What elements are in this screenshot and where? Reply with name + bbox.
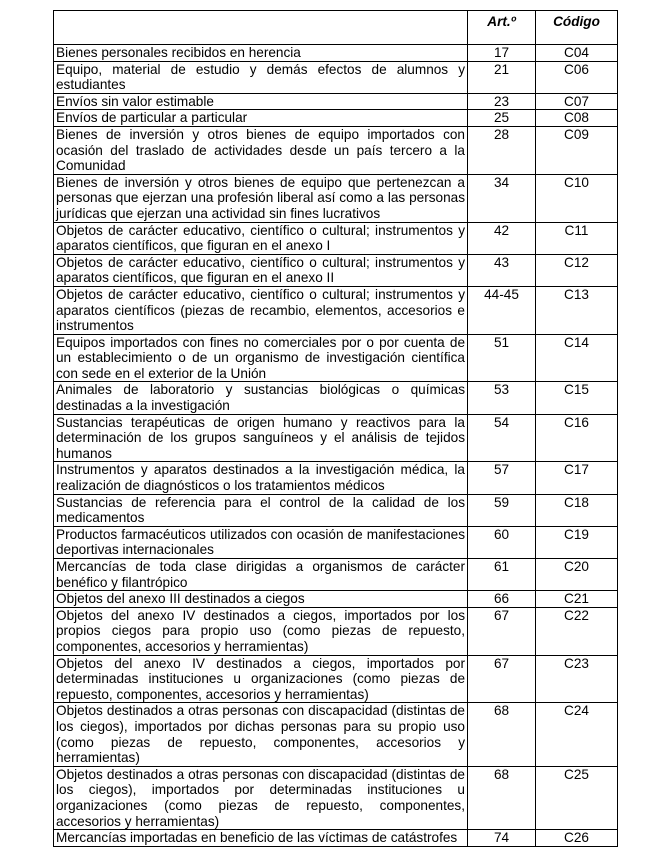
table-row bbox=[54, 126, 618, 174]
table-row bbox=[54, 286, 618, 334]
row-code: C21 bbox=[536, 591, 618, 608]
row-article: 44-45 bbox=[468, 286, 536, 334]
row-description: Objetos de carácter educativo, científico o cultural; instrumentos y aparatos científicos, que figuran en el anexo I bbox=[54, 222, 468, 254]
row-description: Equipos importados con fines no comerciales por o por cuenta de un establecimiento o de un organismo de investigación científica con sede en el exterior de la Unión bbox=[54, 334, 468, 382]
table-row bbox=[54, 494, 618, 526]
row-code: C23 bbox=[536, 655, 618, 703]
row-description: Sustancias de referencia para el control de la calidad de los medicamentos bbox=[54, 494, 468, 526]
row-description: Envíos sin valor estimable bbox=[54, 93, 468, 110]
row-article: 57 bbox=[468, 462, 536, 494]
row-description: Instrumentos y aparatos destinados a la investigación médica, la realización de diagnósticos o los tratamientos médicos bbox=[54, 462, 468, 494]
table-row bbox=[54, 607, 618, 655]
header-article: Art.º bbox=[468, 11, 536, 45]
table-row bbox=[54, 526, 618, 558]
row-description: Objetos de carácter educativo, científico o cultural; instrumentos y aparatos científicos, que figuran en el anexo II bbox=[54, 254, 468, 286]
row-description: Objetos destinados a otras personas con discapacidad (distintas de los ciegos), importados por determinadas instituciones u organizaciones (como piezas de repuesto, componentes, accesorios y herramientas) bbox=[54, 766, 468, 829]
row-code: C13 bbox=[536, 286, 618, 334]
row-description: Objetos de carácter educativo, científico o cultural; instrumentos y aparatos científicos (piezas de recambio, elementos, accesorios e instrumentos bbox=[54, 286, 468, 334]
row-article: 68 bbox=[468, 703, 536, 766]
row-description: Bienes de inversión y otros bienes de equipo que pertenezcan a personas que ejerzan una profesión liberal así como a las personas jurídicas que ejerzan una actividad sin fines lucrativos bbox=[54, 174, 468, 222]
row-article: 25 bbox=[468, 110, 536, 127]
row-description: Bienes de inversión y otros bienes de equipo importados con ocasión del traslado de actividades desde un país tercero a la Comunidad bbox=[54, 126, 468, 174]
row-article: 53 bbox=[468, 382, 536, 414]
row-code: C22 bbox=[536, 607, 618, 655]
table-row bbox=[54, 414, 618, 462]
table-row bbox=[54, 591, 618, 608]
row-code: C25 bbox=[536, 766, 618, 829]
row-description: Productos farmacéuticos utilizados con ocasión de manifestaciones deportivas internacionales bbox=[54, 526, 468, 558]
row-code: C12 bbox=[536, 254, 618, 286]
table-row bbox=[54, 559, 618, 591]
row-code: C24 bbox=[536, 703, 618, 766]
table-row bbox=[54, 174, 618, 222]
table-row bbox=[54, 766, 618, 829]
row-code: C19 bbox=[536, 526, 618, 558]
row-description: Mercancías de toda clase dirigidas a organismos de carácter benéfico y filantrópico bbox=[54, 559, 468, 591]
table-row bbox=[54, 61, 618, 93]
table-row bbox=[54, 703, 618, 766]
table-row bbox=[54, 93, 618, 110]
row-article: 59 bbox=[468, 494, 536, 526]
row-article: 21 bbox=[468, 61, 536, 93]
row-article: 17 bbox=[468, 45, 536, 62]
row-article: 42 bbox=[468, 222, 536, 254]
row-description: Objetos del anexo IV destinados a ciegos, importados por determinadas instituciones u organizaciones (como piezas de repuesto, componentes, accesorios y herramientas) bbox=[54, 655, 468, 703]
table-row bbox=[54, 110, 618, 127]
row-description: Sustancias terapéuticas de origen humano y reactivos para la determinación de los grupos sanguíneos y el análisis de tejidos humanos bbox=[54, 414, 468, 462]
row-article: 54 bbox=[468, 414, 536, 462]
row-article: 67 bbox=[468, 655, 536, 703]
row-code: C09 bbox=[536, 126, 618, 174]
row-code: C20 bbox=[536, 559, 618, 591]
row-code: C08 bbox=[536, 110, 618, 127]
table-row bbox=[54, 462, 618, 494]
row-code: C04 bbox=[536, 45, 618, 62]
row-article: 66 bbox=[468, 591, 536, 608]
row-article: 43 bbox=[468, 254, 536, 286]
row-article: 34 bbox=[468, 174, 536, 222]
table-row bbox=[54, 45, 618, 62]
row-description: Objetos del anexo IV destinados a ciegos, importados por los propios ciegos para propio uso (como piezas de repuesto, componentes, accesorios y herramientas) bbox=[54, 607, 468, 655]
row-description: Envíos de particular a particular bbox=[54, 110, 468, 127]
table-header-row bbox=[54, 11, 618, 45]
row-description: Bienes personales recibidos en herencia bbox=[54, 45, 468, 62]
header-code: Código bbox=[536, 11, 618, 45]
row-code: C10 bbox=[536, 174, 618, 222]
table-row bbox=[54, 222, 618, 254]
row-description: Objetos destinados a otras personas con discapacidad (distintas de los ciegos), importados por dichas personas para su propio uso (como piezas de repuesto, componentes, accesorios y herramientas) bbox=[54, 703, 468, 766]
row-description: Animales de laboratorio y sustancias biológicas o químicas destinadas a la investigación bbox=[54, 382, 468, 414]
row-code: C06 bbox=[536, 61, 618, 93]
row-code: C14 bbox=[536, 334, 618, 382]
table-row bbox=[54, 334, 618, 382]
row-article: 51 bbox=[468, 334, 536, 382]
row-article: 68 bbox=[468, 766, 536, 829]
row-description: Mercancías importadas en beneficio de las víctimas de catástrofes bbox=[54, 830, 468, 847]
row-article: 67 bbox=[468, 607, 536, 655]
table-row bbox=[54, 254, 618, 286]
row-code: C17 bbox=[536, 462, 618, 494]
row-code: C15 bbox=[536, 382, 618, 414]
row-code: C11 bbox=[536, 222, 618, 254]
header-description bbox=[54, 11, 468, 45]
row-description: Objetos del anexo III destinados a ciegos bbox=[54, 591, 468, 608]
row-description: Equipo, material de estudio y demás efectos de alumnos y estudiantes bbox=[54, 61, 468, 93]
row-code: C18 bbox=[536, 494, 618, 526]
row-article: 61 bbox=[468, 559, 536, 591]
row-article: 23 bbox=[468, 93, 536, 110]
exemptions-table bbox=[53, 10, 618, 847]
row-article: 74 bbox=[468, 830, 536, 847]
table-row bbox=[54, 655, 618, 703]
row-article: 60 bbox=[468, 526, 536, 558]
table-row bbox=[54, 830, 618, 847]
row-code: C26 bbox=[536, 830, 618, 847]
row-code: C16 bbox=[536, 414, 618, 462]
table-row bbox=[54, 382, 618, 414]
row-article: 28 bbox=[468, 126, 536, 174]
row-code: C07 bbox=[536, 93, 618, 110]
